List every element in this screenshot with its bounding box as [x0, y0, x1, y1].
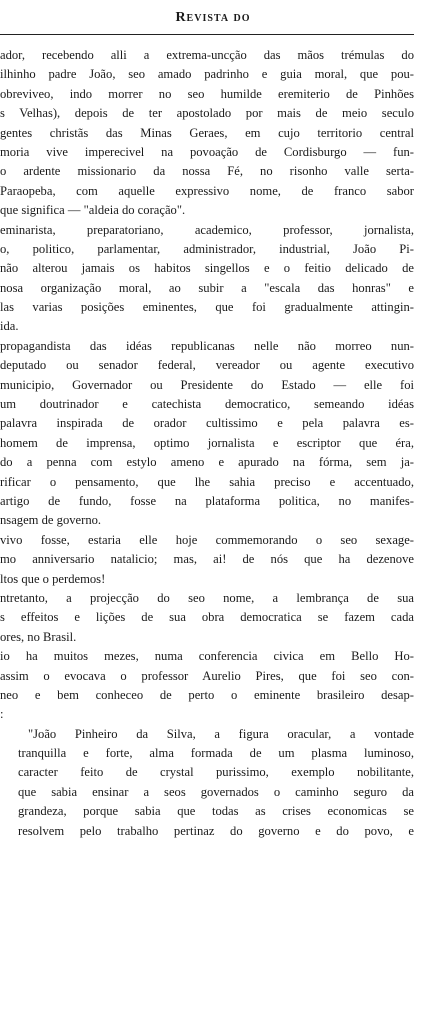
- text-line: las varias posições eminentes, que foi gradualmente attingin-: [0, 300, 414, 315]
- text-line: Paraopeba, com aquelle expressivo nome, de franco sabor: [0, 183, 414, 198]
- text-line: moria vive imperecivel na povoação de Cordisburgo — fun-: [0, 144, 414, 159]
- running-head: Revista do: [175, 10, 251, 25]
- text-line: caracter feito de crystal purissimo, exemplo nobilitante,: [18, 765, 414, 780]
- text-line: mo anniversario natalicio; mas, ai! de nós que ha dezenove: [0, 552, 414, 567]
- text-line: io ha muitos mezes, numa conferencia civica em Bello Ho-: [0, 649, 414, 664]
- text-line: s Velhas), depois de ter apostolado por mais de meio seculo: [0, 106, 414, 121]
- text-line: artigo de fundo, fosse na plataforma politica, no manifes-: [0, 493, 414, 508]
- text-line: grandeza, porque sabia que todas as crises economicas se: [18, 804, 414, 819]
- text-line: não alterou jamais os habitos singellos e o feitio delicado de: [0, 261, 414, 276]
- text-line: ida.: [0, 319, 19, 334]
- text-line: deputado ou senador federal, vereador ou agente executivo: [0, 358, 414, 373]
- header-rule: [0, 34, 414, 35]
- text-line: ador, recebendo alli a extrema-uncção das mãos trémulas do: [0, 48, 414, 62]
- text-line: tranquilla e forte, alma formada de um plasma luminoso,: [18, 746, 414, 761]
- text-line: que significa — "aldeia do coração".: [0, 203, 186, 218]
- text-line: vivo fosse, estaria elle hoje commemorando o seo sexage-: [0, 532, 414, 547]
- text-line: obreviveo, indo morrer no seo humilde eremiterio de Pinhões: [0, 86, 414, 101]
- text-line: palavra inspirada de orador cultissimo e pela palavra es-: [0, 416, 414, 431]
- text-line: homem de imprensa, optimo jornalista e escriptor que éra,: [0, 435, 414, 450]
- text-line: eminarista, preparatoriano, academico, professor, jornalista,: [0, 222, 414, 237]
- text-line: rificar o pensamento, que lhe sahia preciso e accentuado,: [0, 474, 414, 489]
- text-line: que sabia ensinar a seos governados o caminho seguro da: [18, 784, 414, 799]
- text-line: o, politico, parlamentar, administrador, industrial, João Pi-: [0, 241, 414, 256]
- text-line: gentes christãs das Minas Geraes, em cujo territorio central: [0, 125, 414, 140]
- text-line: neo e bem conheceo de perto o eminente brasileiro desap-: [0, 687, 414, 702]
- text-line: ntretanto, a projecção do seo nome, a lembrança de sua: [0, 590, 414, 605]
- body-text: [0, 46, 414, 841]
- text-line: assim o evocava o professor Aurelio Pires, que foi seo con-: [0, 668, 414, 683]
- text-line: propagandista das idéas republicanas nelle não morreo nun-: [0, 338, 414, 353]
- text-line: nsagem de governo.: [0, 513, 102, 528]
- text-line: nosa organização moral, ao subir a "escala das honras" e: [0, 280, 414, 295]
- text-line: o ardente missionario da nossa Fé, no risonho valle serta-: [0, 164, 414, 179]
- text-line: um doutrinador e catechista democratico, semeando idéas: [0, 397, 414, 412]
- text-line: ores, no Brasil.: [0, 629, 77, 644]
- text-line: municipio, Governador ou Presidente do Estado — elle foi: [0, 377, 414, 392]
- text-line: :: [0, 707, 4, 722]
- text-line: s effeitos e lições de sua obra democratica se fazem cada: [0, 610, 414, 625]
- text-line: ilhinho padre João, seo amado padrinho e guia moral, que pou-: [0, 67, 414, 82]
- text-line: resolvem pelo trabalho pertinaz do governo e do povo, e: [18, 823, 414, 838]
- text-line: do a penna com estylo ameno e apurado na fórma, sem ja-: [0, 455, 414, 470]
- text-line: "João Pinheiro da Silva, a figura oracular, a vontade: [28, 726, 414, 741]
- text-line: ltos que o perdemos!: [0, 571, 106, 586]
